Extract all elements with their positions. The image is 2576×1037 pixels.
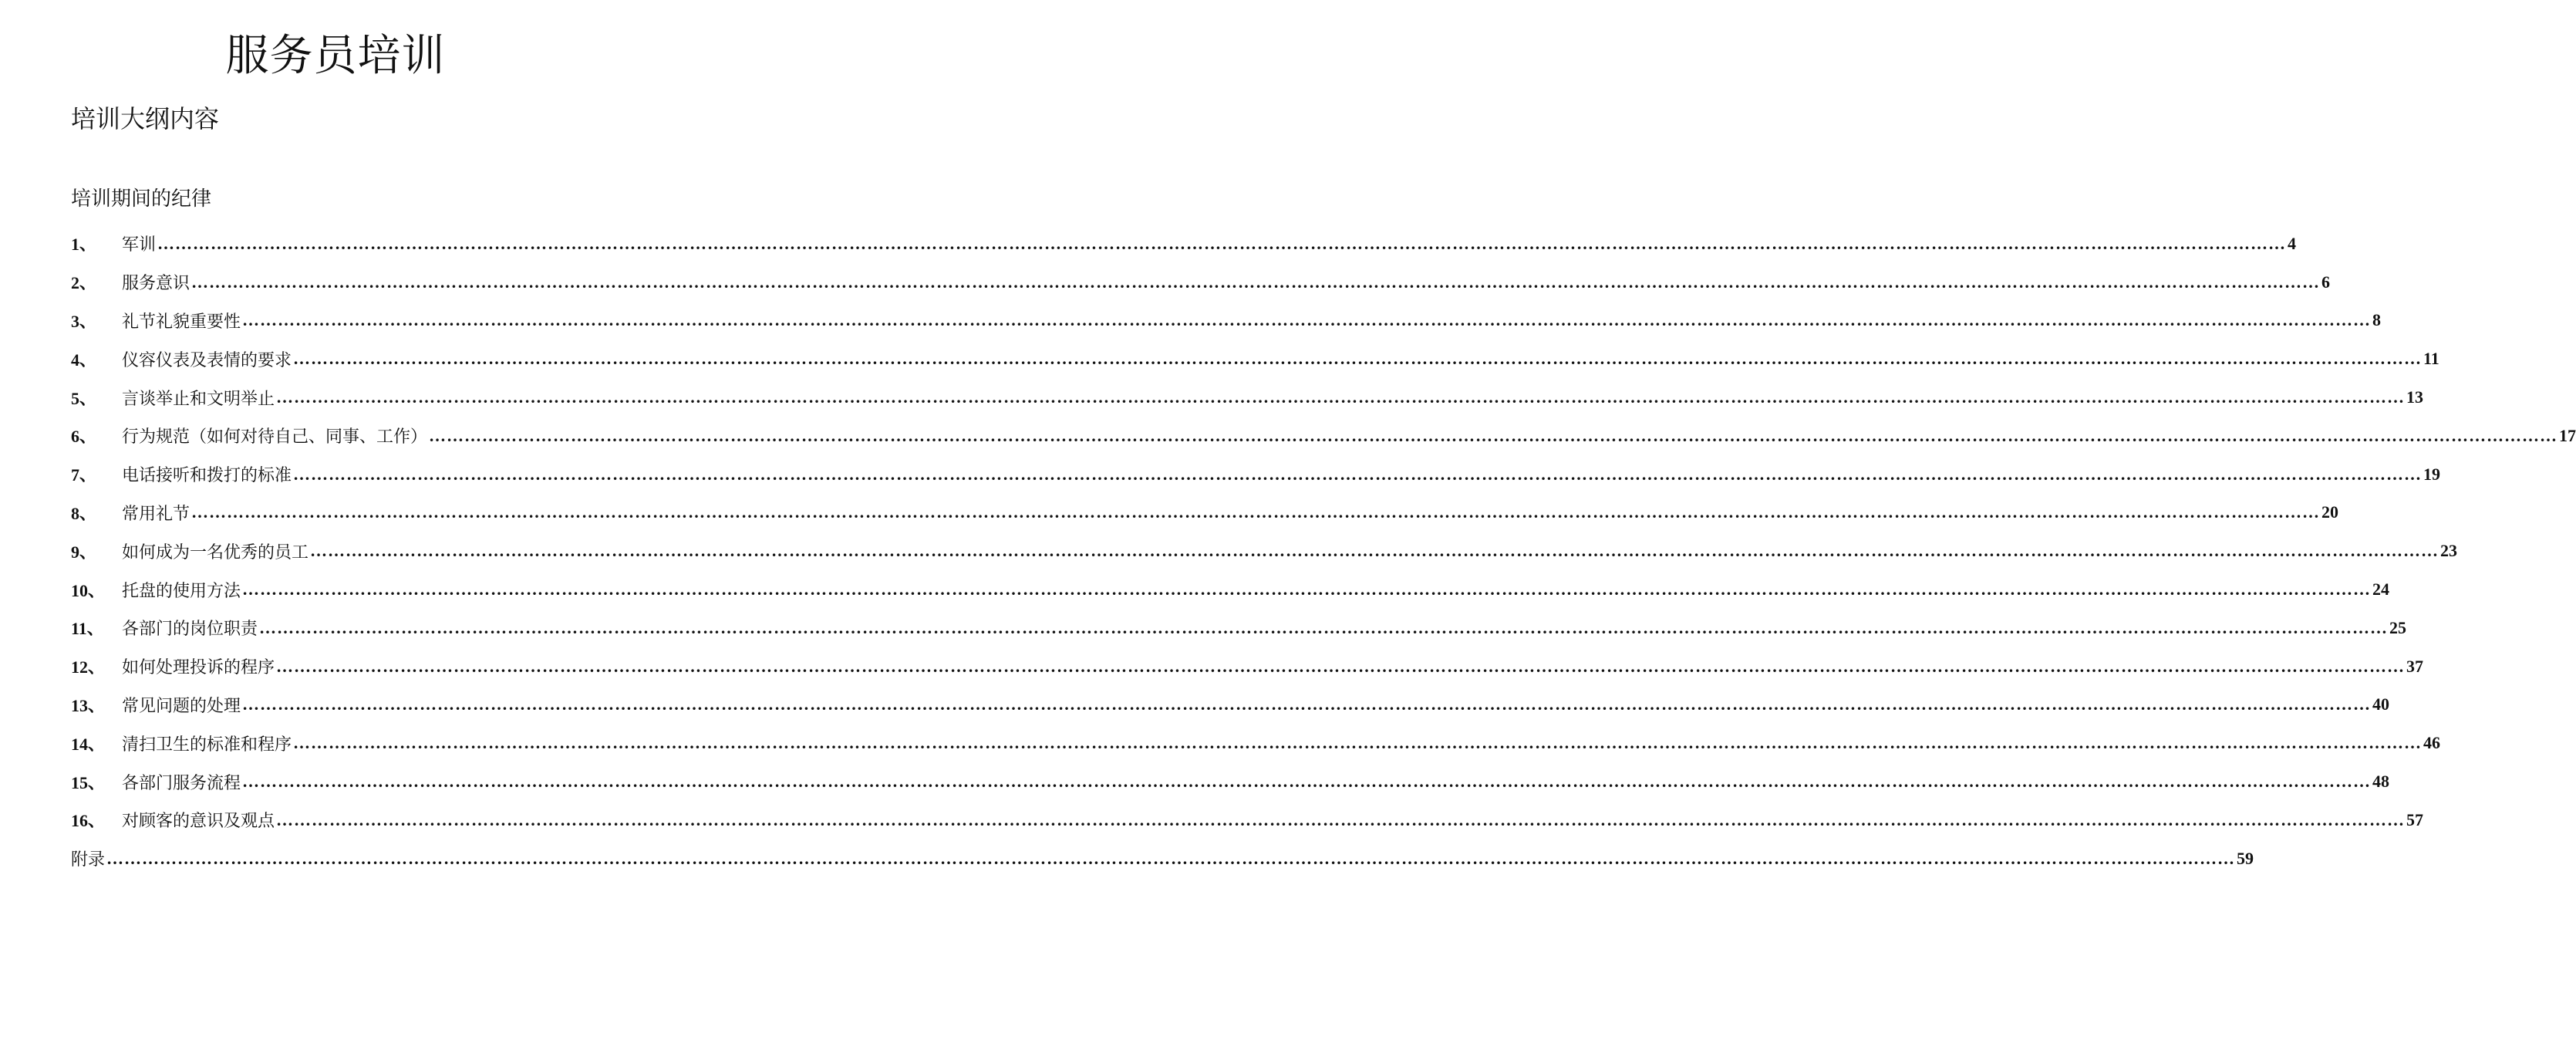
toc-entry-number: 1、 bbox=[71, 235, 97, 255]
toc-entry-title: 各部门的岗位职责 bbox=[122, 620, 258, 640]
toc-entry-page: 37 bbox=[2406, 656, 2424, 676]
toc-dot-leader: ……………………………………………………………………………………………………………………………………………………………………………………………………………………………………………………………………………………………………………………………… bbox=[276, 387, 2406, 407]
toc-entry-page: 6 bbox=[2321, 272, 2331, 292]
toc-entry-page: 20 bbox=[2321, 502, 2339, 522]
toc-entry-number: 8、 bbox=[71, 503, 97, 523]
toc-entry-page: 23 bbox=[2440, 541, 2458, 561]
toc-entry-number: 11、 bbox=[71, 619, 104, 639]
toc-entry-title: 仪容仪表及表情的要求 bbox=[122, 350, 292, 370]
toc-entry[interactable] bbox=[71, 378, 2424, 417]
toc-dot-leader: ……………………………………………………………………………………………………………………………………………………………………………………………………………………………………………………………………………………………………………………………… bbox=[259, 617, 2389, 637]
table-of-contents bbox=[71, 225, 2576, 878]
toc-entry-page: 8 bbox=[2372, 310, 2382, 330]
toc-entry-title: 如何处理投诉的程序 bbox=[122, 658, 275, 678]
toc-entry-title: 礼节礼貌重要性 bbox=[122, 312, 241, 332]
toc-entry-title: 常用礼节 bbox=[122, 504, 191, 524]
toc-entry-title: 如何成为一名优秀的员工 bbox=[122, 542, 309, 562]
toc-entry-page: 4 bbox=[2288, 233, 2297, 253]
toc-entry[interactable] bbox=[71, 762, 2390, 801]
toc-dot-leader: ……………………………………………………………………………………………………………………………………………………………………………………………………………………………………………………………………………………………………………………………… bbox=[242, 694, 2372, 714]
toc-entry[interactable] bbox=[71, 801, 2424, 839]
toc-entry-page: 25 bbox=[2389, 617, 2407, 637]
toc-entry[interactable] bbox=[71, 225, 2297, 263]
toc-entry[interactable] bbox=[71, 263, 2331, 302]
toc-appendix-page: 59 bbox=[2237, 848, 2254, 868]
toc-entry[interactable] bbox=[71, 686, 2390, 725]
toc-entry[interactable] bbox=[71, 494, 2339, 532]
toc-dot-leader: ……………………………………………………………………………………………………………………………………………………………………………………………………………………………………………………………………………………………………………………………… bbox=[157, 233, 2287, 253]
toc-dot-leader: ……………………………………………………………………………………………………………………………………………………………………………………………………………………………………………………………………………………………………………………………… bbox=[293, 464, 2423, 484]
toc-entry-title: 电话接听和拨打的标准 bbox=[122, 466, 292, 486]
toc-entry-title: 常见问题的处理 bbox=[122, 696, 241, 716]
toc-entry-page: 48 bbox=[2372, 772, 2390, 792]
toc-entry-number: 12、 bbox=[71, 657, 106, 677]
toc-entry-number: 13、 bbox=[71, 695, 106, 715]
toc-entry-title: 各部门服务流程 bbox=[122, 773, 241, 793]
toc-entry-title: 军训 bbox=[122, 235, 157, 255]
section-heading: 培训期间的纪律 bbox=[71, 187, 212, 211]
toc-entry-number: 3、 bbox=[71, 311, 97, 331]
toc-dot-leader: ……………………………………………………………………………………………………………………………………………………………………………………………………………………………………………………………………………………………………………………………… bbox=[106, 848, 2236, 868]
toc-entry-title: 服务意识 bbox=[122, 274, 191, 294]
toc-entry-title: 对顾客的意识及观点 bbox=[122, 812, 275, 832]
toc-entry[interactable] bbox=[71, 302, 2382, 340]
toc-dot-leader: ……………………………………………………………………………………………………………………………………………………………………………………………………………………………………………………………………………………………………………………………… bbox=[429, 425, 2558, 445]
toc-dot-leader: ……………………………………………………………………………………………………………………………………………………………………………………………………………………………………………………………………………………………………………………………… bbox=[191, 272, 2321, 292]
toc-entry-number: 16、 bbox=[71, 811, 106, 831]
toc-entry-number: 2、 bbox=[71, 273, 97, 293]
toc-entry[interactable] bbox=[71, 609, 2407, 647]
toc-entry[interactable] bbox=[71, 455, 2441, 494]
toc-entry[interactable] bbox=[71, 417, 2576, 455]
toc-entry-number: 4、 bbox=[71, 350, 97, 370]
toc-dot-leader: ……………………………………………………………………………………………………………………………………………………………………………………………………………………………………………………………………………………………………………………………… bbox=[276, 656, 2406, 676]
outline-heading: 培训大纲内容 bbox=[71, 104, 220, 133]
toc-dot-leader: ……………………………………………………………………………………………………………………………………………………………………………………………………………………………………………………………………………………………………………………………… bbox=[293, 733, 2423, 753]
toc-entry-page: 19 bbox=[2423, 464, 2441, 484]
toc-dot-leader: ……………………………………………………………………………………………………………………………………………………………………………………………………………………………………………………………………………………………………………………………… bbox=[242, 310, 2372, 330]
toc-appendix-entry[interactable] bbox=[71, 839, 2254, 878]
toc-entry[interactable] bbox=[71, 570, 2390, 609]
toc-entry-number: 10、 bbox=[71, 580, 106, 600]
toc-dot-leader: ……………………………………………………………………………………………………………………………………………………………………………………………………………………………………………………………………………………………………………………………… bbox=[310, 541, 2439, 561]
toc-entry-page: 17 bbox=[2559, 425, 2576, 445]
document-title: 服务员培训 bbox=[225, 31, 446, 81]
toc-entry-number: 5、 bbox=[71, 388, 97, 408]
toc-dot-leader: ……………………………………………………………………………………………………………………………………………………………………………………………………………………………………………………………………………………………………………………………… bbox=[242, 772, 2372, 792]
toc-entry-number: 7、 bbox=[71, 465, 97, 485]
toc-entry-number: 6、 bbox=[71, 427, 97, 447]
toc-entry-number: 9、 bbox=[71, 542, 97, 562]
toc-entry-page: 57 bbox=[2406, 809, 2424, 829]
toc-entry-title: 清扫卫生的标准和程序 bbox=[122, 735, 292, 755]
toc-entry-page: 40 bbox=[2372, 694, 2390, 714]
toc-entry-page: 46 bbox=[2423, 733, 2441, 753]
toc-entry-title: 行为规范（如何对待自己、同事、工作） bbox=[122, 427, 428, 448]
toc-entry[interactable] bbox=[71, 647, 2424, 686]
toc-dot-leader: ……………………………………………………………………………………………………………………………………………………………………………………………………………………………………………………………………………………………………………………………… bbox=[276, 809, 2406, 829]
toc-entry-title: 言谈举止和文明举止 bbox=[122, 389, 275, 409]
toc-dot-leader: ……………………………………………………………………………………………………………………………………………………………………………………………………………………………………………………………………………………………………………………………… bbox=[293, 349, 2423, 369]
toc-entry-page: 13 bbox=[2406, 387, 2424, 407]
toc-entry-title: 托盘的使用方法 bbox=[122, 581, 241, 601]
toc-dot-leader: ……………………………………………………………………………………………………………………………………………………………………………………………………………………………………………………………………………………………………………………………… bbox=[191, 502, 2321, 522]
toc-entry[interactable] bbox=[71, 339, 2439, 378]
toc-entry-page: 11 bbox=[2423, 349, 2439, 369]
toc-entry[interactable] bbox=[71, 532, 2458, 570]
toc-dot-leader: ……………………………………………………………………………………………………………………………………………………………………………………………………………………………………………………………………………………………………………………………… bbox=[242, 579, 2372, 600]
toc-entry-number: 15、 bbox=[71, 772, 106, 792]
toc-entry[interactable] bbox=[71, 724, 2441, 762]
toc-appendix-title: 附录 bbox=[71, 850, 106, 870]
toc-entry-number: 14、 bbox=[71, 734, 106, 754]
toc-entry-page: 24 bbox=[2372, 579, 2390, 600]
